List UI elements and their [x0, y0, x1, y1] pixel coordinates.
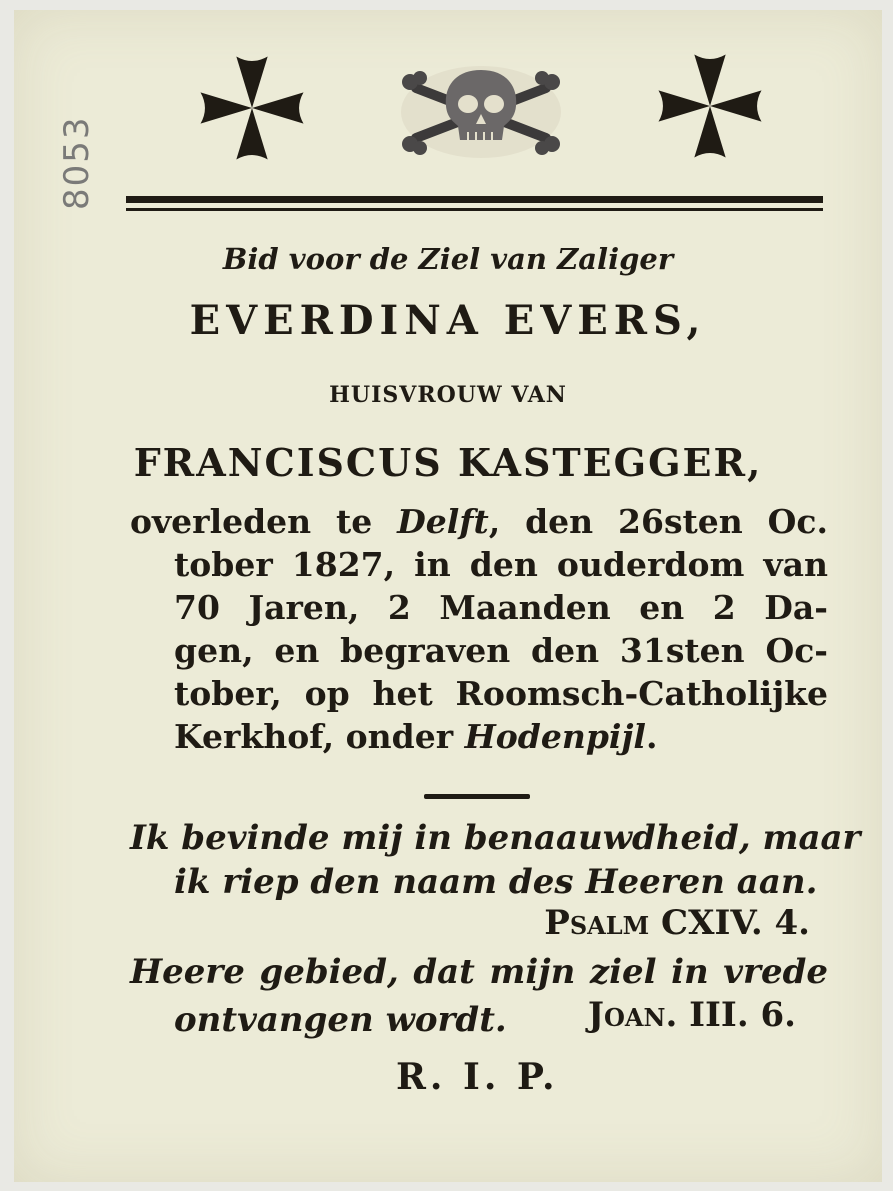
deceased-name: EVERDINA EVERS, — [189, 297, 707, 344]
intro-line: Bid voor de Ziel van Zaliger — [222, 242, 674, 276]
skull-and-crossbones-icon — [394, 60, 569, 160]
body-line-3: 70 Jaren, 2 Maanden en 2 Da- — [174, 588, 828, 627]
maltese-cross-icon — [196, 52, 308, 164]
place-of-death: Delft — [397, 502, 489, 541]
body-line-6: Kerkhof, onder Hodenpijl. — [174, 717, 658, 756]
archive-number: 8053 — [57, 115, 97, 211]
body-line-2: tober 1827, in den ouderdom van — [174, 545, 828, 584]
body-line-5: tober, op het Roomsch-Catholijke — [174, 674, 828, 713]
verse-1-line-2: ik riep den naam des Heeren aan. — [174, 862, 818, 902]
maltese-cross-icon — [654, 50, 766, 162]
spouse-label: HUISVROUW VAN — [329, 382, 567, 408]
double-rule-divider — [126, 194, 823, 218]
spouse-name: FRANCISCUS KASTEGGER, — [133, 440, 763, 485]
short-rule-divider — [424, 794, 530, 799]
burial-place: Hodenpijl — [464, 717, 646, 756]
body-line-1: overleden te Delft, den 26sten Oc. — [130, 502, 828, 541]
verse-2-line-2: ontvangen wordt. — [174, 1000, 507, 1040]
body-line-4: gen, en begraven den 31sten Oc- — [174, 631, 828, 670]
verse-2-reference: Joan. III. 6. — [587, 995, 796, 1035]
verse-1-line-1: Ik bevinde mij in benaauwdheid, maar — [130, 818, 861, 858]
closing-rip: R. I. P. — [396, 1056, 559, 1098]
memorial-card — [14, 10, 882, 1182]
verse-1-reference: Psalm CXIV. 4. — [544, 903, 810, 943]
verse-2-line-1: Heere gebied, dat mijn ziel in vrede — [130, 952, 828, 992]
